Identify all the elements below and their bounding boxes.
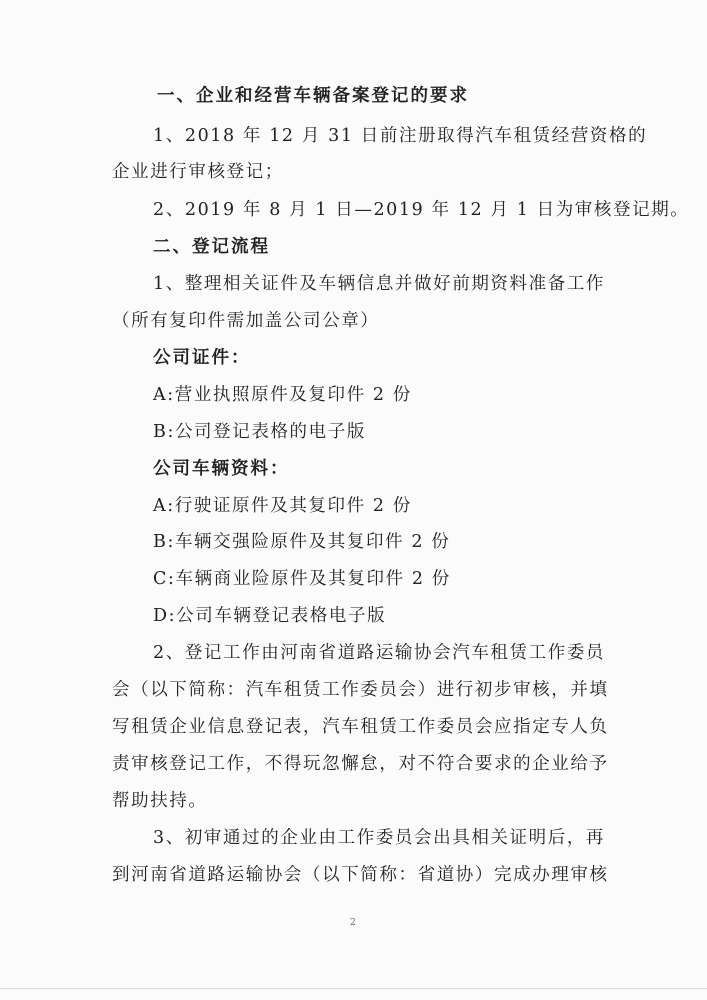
list-item: C:车辆商业险原件及其复印件 2 份 — [153, 569, 451, 589]
subheading-vehicle-documents: 公司车辆资料： — [153, 459, 290, 479]
list-item: A:营业执照原件及复印件 2 份 — [153, 385, 412, 405]
paragraph-line: 写租赁企业信息登记表，汽车租赁工作委员会应指定专人负 — [112, 717, 609, 737]
list-item: D:公司车辆登记表格电子版 — [153, 606, 387, 626]
paragraph-line: 会（以下简称：汽车租赁工作委员会）进行初步审核，并填 — [112, 680, 609, 700]
section-heading-requirements: 一、企业和经营车辆备案登记的要求 — [157, 86, 469, 106]
paragraph-line: 1、2018 年 12 月 31 日前注册取得汽车租赁经营资格的 — [153, 126, 648, 146]
paragraph-line: （所有复印件需加盖公司公章） — [112, 311, 380, 331]
paragraph-line: 企业进行审核登记； — [112, 162, 284, 182]
subheading-company-documents: 公司证件： — [153, 348, 251, 368]
paragraph-line: 责审核登记工作，不得玩忽懈怠，对不符合要求的企业给予 — [112, 754, 609, 774]
page-number: 2 — [350, 918, 356, 928]
paragraph-line: 帮助扶持。 — [112, 791, 208, 811]
list-item: B:公司登记表格的电子版 — [153, 422, 366, 442]
paragraph-line: 1、整理相关证件及车辆信息并做好前期资料准备工作 — [153, 274, 606, 294]
paragraph-line: 3、初审通过的企业由工作委员会出具相关证明后，再 — [153, 828, 606, 848]
list-item: B:车辆交强险原件及其复印件 2 份 — [153, 532, 451, 552]
paragraph-line: 2、登记工作由河南省道路运输协会汽车租赁工作委员 — [153, 643, 606, 663]
page-bottom-edge — [0, 988, 707, 989]
list-item: A:行驶证原件及其复印件 2 份 — [153, 496, 412, 516]
paragraph-line: 2、2019 年 8 月 1 日—2019 年 12 月 1 日为审核登记期。 — [153, 200, 690, 220]
paragraph-line: 到河南省道路运输协会（以下简称：省道协）完成办理审核 — [112, 865, 609, 885]
section-heading-process: 二、登记流程 — [153, 237, 270, 257]
